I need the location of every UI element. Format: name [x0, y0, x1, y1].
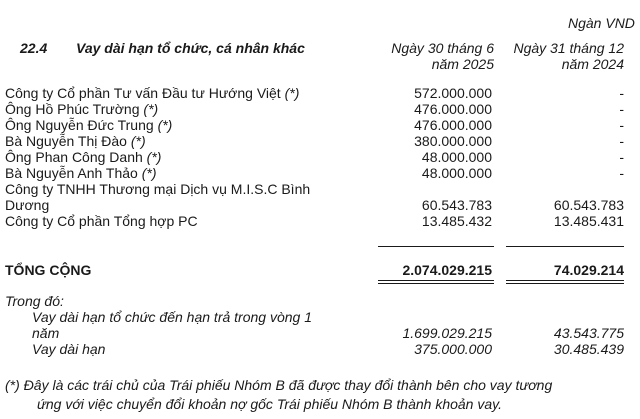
row-value-2025: 476.000.000	[414, 101, 492, 117]
row-value-2024: -	[619, 117, 624, 133]
column-header-2024-line2: năm 2024	[561, 56, 624, 72]
row-value-2025: 476.000.000	[414, 117, 492, 133]
breakdown-heading: Trong đó:	[5, 293, 64, 309]
row-label-line2: Dương	[5, 197, 50, 213]
row-label: Công ty Cổ phần Tổng hợp PC	[5, 213, 198, 229]
row-value-2025: 48.000.000	[421, 149, 492, 165]
row-value-2025: 48.000.000	[421, 165, 492, 181]
column-header-2025-line1: Ngày 30 tháng 6	[391, 40, 494, 56]
breakdown-value-2024: 30.485.439	[553, 341, 624, 357]
breakdown-value-2025: 1.699.029.215	[402, 325, 492, 341]
subtotal-rule-2024	[506, 246, 624, 247]
row-value-2024: 13.485.431	[553, 213, 624, 229]
row-value-2024: -	[619, 101, 624, 117]
unit-label: Ngàn VND	[568, 15, 635, 31]
row-label: Ông Nguyễn Đức Trung (*)	[5, 117, 173, 133]
row-value-2024: -	[619, 149, 624, 165]
row-value-2025: 60.543.783	[421, 197, 492, 213]
row-label: Bà Nguyễn Thị Đào (*)	[5, 133, 146, 149]
footnote-marker: (*)	[5, 377, 20, 393]
row-value-2024: -	[619, 85, 624, 101]
row-label-line1: Công ty TNHH Thương mại Dịch vụ M.I.S.C Bình	[5, 181, 311, 197]
total-label: TỔNG CỘNG	[5, 262, 92, 278]
subtotal-rule-2025	[378, 246, 494, 247]
row-value-2024: 60.543.783	[553, 197, 624, 213]
breakdown-label: Vay dài hạn	[32, 341, 106, 357]
row-label: Bà Nguyễn Anh Thảo (*)	[5, 165, 157, 181]
section-number: 22.4	[20, 40, 48, 56]
row-value-2024: -	[619, 165, 624, 181]
row-value-2024: -	[619, 133, 624, 149]
row-label: Ông Phan Công Danh (*)	[5, 149, 162, 165]
section-title: Vay dài hạn tổ chức, cá nhân khác	[76, 40, 305, 56]
row-value-2025: 13.485.432	[421, 213, 492, 229]
breakdown-label-line2: năm	[32, 325, 60, 341]
footnote-line1: (*) Đây là các trái chủ của Trái phiếu Nhóm B đã được thay đổi thành bên cho vay tương	[5, 377, 553, 393]
breakdown-value-2025: 375.000.000	[414, 341, 492, 357]
footnote-line2: ứng với việc chuyển đổi khoản nợ gốc Trái phiếu Nhóm B thành khoản vay.	[37, 396, 502, 412]
total-value-2024: 74.029.214	[553, 262, 624, 278]
row-value-2025: 572.000.000	[414, 85, 492, 101]
row-label: Công ty Cổ phần Tư vấn Đầu tư Hướng Việt (*)	[5, 85, 300, 101]
total-double-rule-2025	[378, 280, 494, 284]
total-value-2025: 2.074.029.215	[402, 262, 492, 278]
total-double-rule-2024	[506, 280, 624, 284]
row-value-2025: 380.000.000	[414, 133, 492, 149]
breakdown-label-line1: Vay dài hạn tổ chức đến hạn trả trong vòng 1	[32, 309, 312, 325]
row-label: Ông Hồ Phúc Trường (*)	[5, 101, 159, 117]
breakdown-value-2024: 43.543.775	[553, 325, 624, 341]
column-header-2024-line1: Ngày 31 tháng 12	[513, 40, 624, 56]
column-header-2025-line2: năm 2025	[431, 56, 494, 72]
